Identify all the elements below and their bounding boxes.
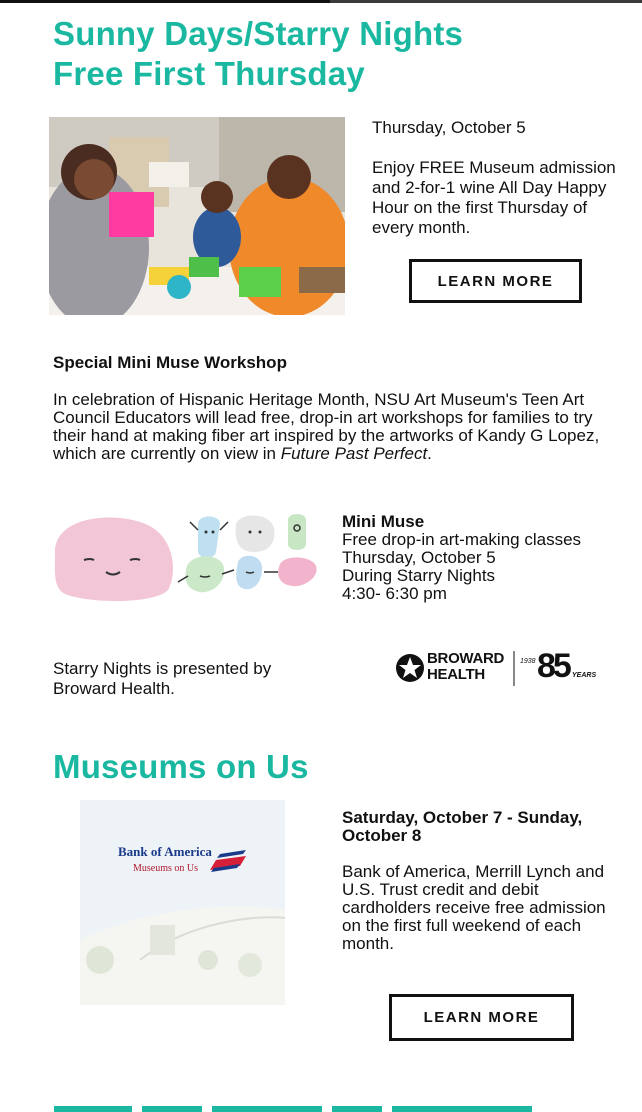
- mini-muse-line-2: Thursday, October 5: [342, 548, 496, 567]
- bank-brand-name: Bank of America: [118, 844, 212, 859]
- event-date: Thursday, October 5: [372, 118, 526, 137]
- mini-muse-line-3: During Starry Nights: [342, 566, 496, 585]
- event-description: Enjoy FREE Museum admission and 2-for-1 wine All Day Happy Hour on the first Thursday of every month.: [372, 158, 616, 237]
- workshop-description: [53, 391, 618, 463]
- workshop-heading: Special Mini Muse Workshop: [53, 353, 287, 372]
- section-title-sunny-days: [53, 14, 463, 94]
- museums-description: Bank of America, Merrill Lynch and U.S. Trust credit and debit cardholders receive free admission on the first full weekend of each month.: [342, 862, 606, 953]
- mini-muse-illustration: [50, 512, 325, 604]
- museums-date: Saturday, October 7 - Sunday, October 8: [342, 808, 583, 845]
- mini-muse-line-1: Free drop-in art-making classes: [342, 530, 582, 549]
- logo-85: 85: [537, 647, 569, 685]
- broward-health-logo: [394, 648, 599, 690]
- logo-years-label: YEARS: [572, 672, 597, 679]
- title-line-1: Sunny Days/Starry Nights: [53, 15, 464, 52]
- section-title-museums-on-us: Museums on Us: [53, 748, 309, 785]
- bank-tagline: Museums on Us: [133, 863, 199, 874]
- sponsor-text: Starry Nights is presented by Broward Health.: [53, 659, 272, 698]
- logo-year: 1938: [520, 658, 536, 665]
- exhibition-title: Future Past Perfect: [280, 444, 428, 463]
- window-top-border-dark: [0, 0, 330, 3]
- family-art-photo: [49, 117, 345, 315]
- mini-muse-line-4: 4:30- 6:30 pm: [342, 584, 447, 603]
- workshop-body-end: .: [427, 444, 432, 463]
- learn-more-button-museums[interactable]: LEARN MORE: [389, 994, 574, 1041]
- logo-word-health: HEALTH: [427, 666, 485, 683]
- next-section-title-cutoff: [0, 1096, 642, 1112]
- logo-word-broward: BROWARD: [427, 650, 505, 667]
- bank-of-america-image: [80, 800, 285, 1005]
- mini-muse-title: Mini Muse: [342, 512, 425, 531]
- workshop-body-text: In celebration of Hispanic Heritage Month, NSU Art Museum's Teen Art Council Educators will lead free, drop-in art workshops for families to try their hand at making fiber art inspired by the artworks of Kandy G Lopez, which are currently on view in: [53, 390, 600, 463]
- mini-muse-details: [342, 531, 632, 603]
- title-line-2: Free First Thursday: [53, 55, 365, 92]
- learn-more-button[interactable]: LEARN MORE: [409, 259, 582, 303]
